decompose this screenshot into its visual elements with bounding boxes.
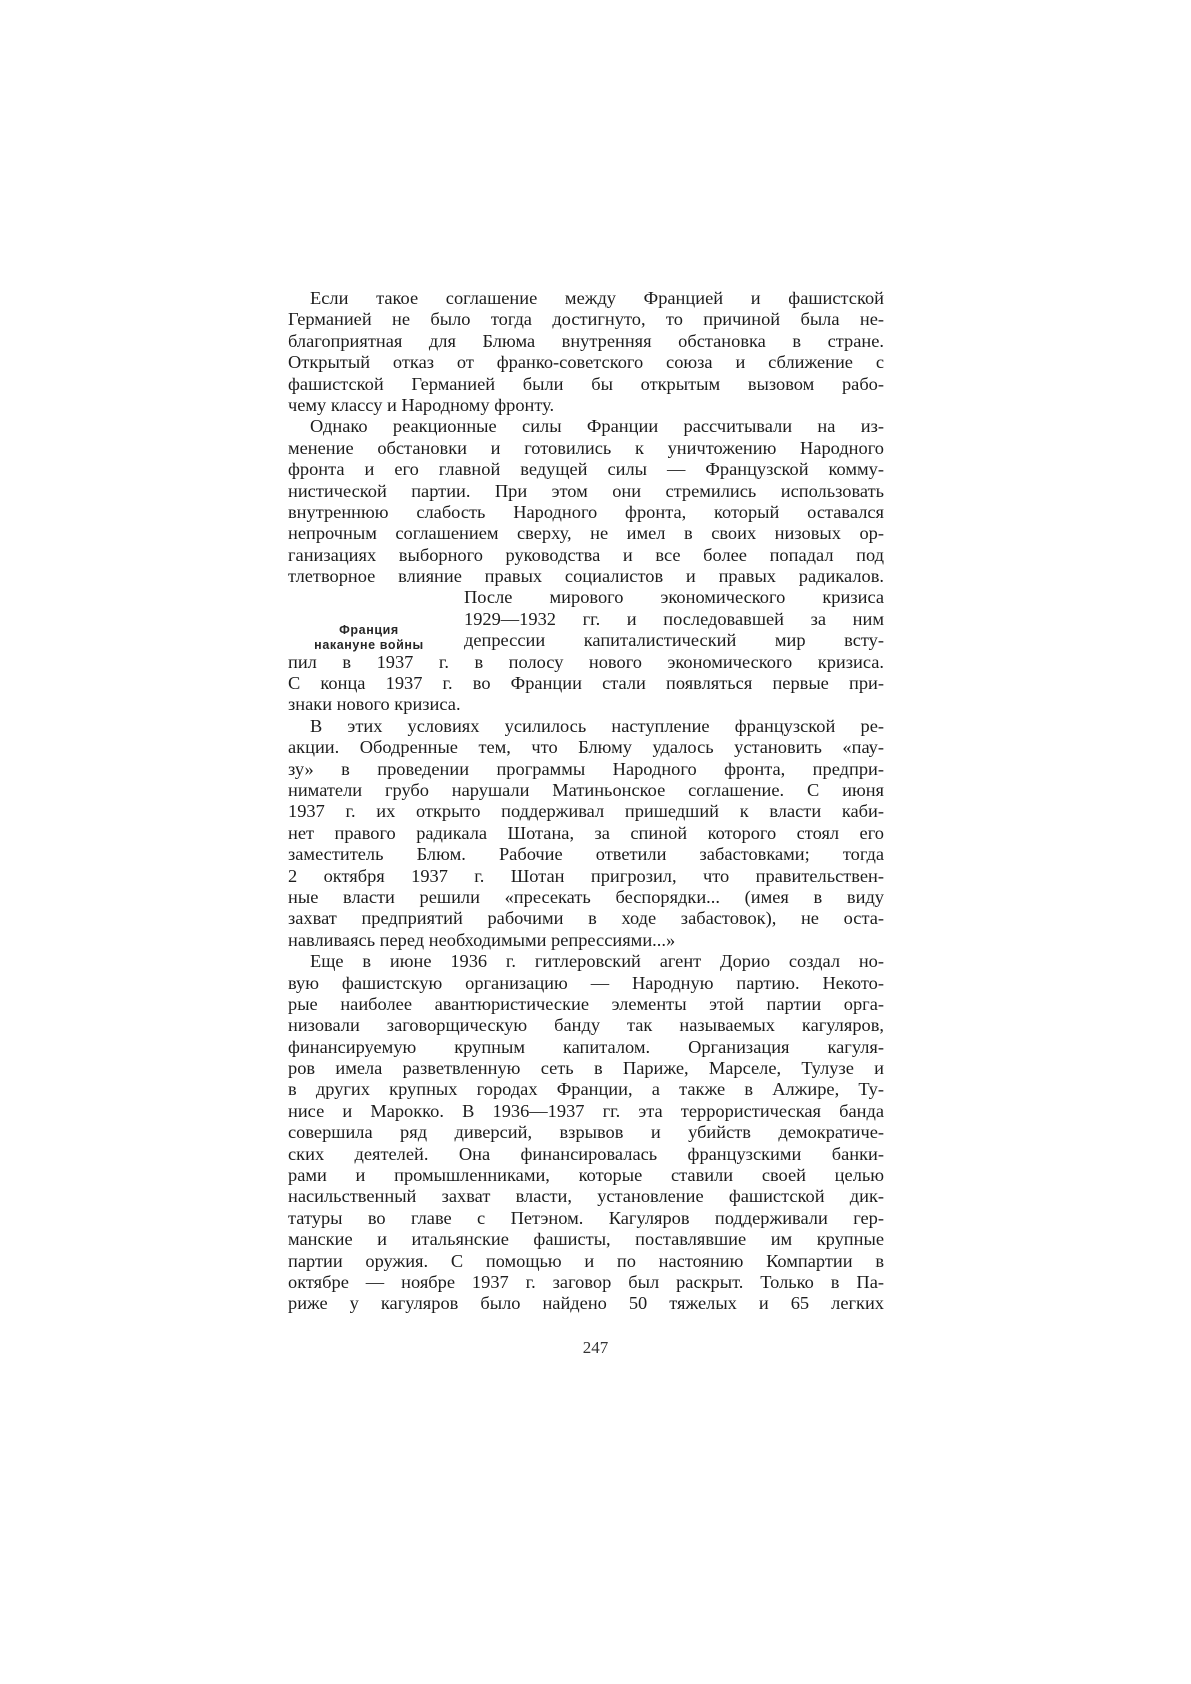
text-line: Еще в июне 1936 г. гитлеровский агент Дорио создал но-: [310, 951, 884, 972]
text-line: менение обстановки и готовились к уничтожению Народного: [288, 437, 884, 458]
text-line: ских деятелей. Она финансировалась французскими банки-: [288, 1143, 884, 1164]
text-line: в других крупных городах Франции, а также в Алжире, Ту-: [288, 1079, 884, 1100]
text-line: чему классу и Народному фронту.: [288, 394, 555, 415]
text-line: ров имела разветвленную сеть в Париже, Марселе, Тулузе и: [288, 1058, 884, 1079]
text-line: Если такое соглашение между Францией и фашистской: [310, 288, 884, 308]
text-line: партии оружия. С помощью и по настоянию Компартии в: [288, 1250, 884, 1271]
text-line: депрессии капиталистический мир всту-: [464, 630, 884, 651]
text-line: рами и промышленниками, которые ставили своей целью: [288, 1165, 884, 1186]
text-line: захват предприятий рабочими в ходе забастовок), не оста-: [288, 908, 884, 929]
paragraph-2: [288, 416, 884, 587]
text-line: Германией не было тогда достигнуто, то причиной была не-: [288, 309, 884, 330]
text-line: акции. Ободренные тем, что Блюму удалось установить «пау-: [288, 737, 884, 758]
text-line: благоприятная для Блюма внутренняя обстановка в стране.: [288, 330, 884, 351]
text-line: 2 октября 1937 г. Шотан пригрозил, что правительствен-: [288, 865, 884, 886]
margin-heading-line-1: Франция: [339, 623, 399, 637]
text-line: Открытый отказ от франко-советского союза и сближение с: [288, 352, 884, 373]
text-line: С конца 1937 г. во Франции стали появляться первые при-: [288, 673, 884, 694]
text-line: 1929—1932 гг. и последовавшей за ним: [464, 608, 884, 629]
text-line: ниматели грубо нарушали Матиньонское соглашение. С июня: [288, 779, 884, 800]
paragraph-5: [288, 951, 884, 1315]
text-line: насильственный захват власти, установление фашистской дик-: [288, 1186, 884, 1207]
text-line: октябре — ноябре 1937 г. заговор был раскрыт. Только в Па-: [288, 1271, 884, 1292]
text-line: фашистской Германией были бы открытым вызовом рабо-: [288, 373, 884, 394]
text-line: нистической партии. При этом они стремились использовать: [288, 480, 884, 501]
text-line: финансируемую крупным капиталом. Организация кагуля-: [288, 1036, 884, 1057]
text-line: рые наиболее авантюристические элементы этой партии орга-: [288, 993, 884, 1014]
page-number: 247: [582, 1338, 609, 1357]
paragraph-1: [288, 288, 884, 416]
text-line: совершила ряд диверсий, взрывов и убийств демократиче-: [288, 1122, 884, 1143]
margin-section-heading: [298, 623, 440, 653]
text-line: В этих условиях усилилось наступление французской ре-: [310, 715, 884, 736]
margin-heading-line-2: накануне войны: [314, 638, 424, 652]
text-line: манские и итальянские фашисты, поставлявшие им крупные: [288, 1229, 884, 1250]
text-line: низовали заговорщическую банду так называемых кагуляров,: [288, 1015, 884, 1036]
text-line: ганизациях выборного руководства и все более попадал под: [288, 544, 884, 565]
text-line: знаки нового кризиса.: [288, 694, 461, 715]
text-line: татуры во главе с Петэном. Кагуляров поддерживали гер-: [288, 1207, 884, 1228]
text-line: 1937 г. их открыто поддерживал пришедший к власти каби-: [288, 801, 884, 822]
text-line: заместитель Блюм. Рабочие ответили забастовками; тогда: [288, 844, 884, 865]
text-line: фронта и его главной ведущей силы — Французской комму-: [288, 459, 884, 480]
text-line: внутреннюю слабость Народного фронта, который оставался: [288, 501, 884, 522]
page-body-text: [288, 288, 884, 1315]
text-line: навливаясь перед необходимыми репрессиями...»: [288, 929, 676, 950]
text-line: ные власти решили «пресекать беспорядки... (имея в виду: [288, 886, 884, 907]
text-line: нет правого радикала Шотана, за спиной которого стоял его: [288, 822, 884, 843]
text-line: нисе и Марокко. В 1936—1937 гг. эта террористическая банда: [288, 1100, 884, 1121]
text-line: вую фашистскую организацию — Народную партию. Некото-: [288, 972, 884, 993]
paragraph-4: [288, 716, 884, 951]
text-line: тлетворное влияние правых социалистов и правых радикалов.: [288, 566, 884, 587]
text-line: непрочным соглашением сверху, не имел в своих низовых ор-: [288, 523, 884, 544]
text-line: риже у кагуляров было найдено 50 тяжелых и 65 легких: [288, 1293, 884, 1314]
text-line: пил в 1937 г. в полосу нового экономического кризиса.: [288, 651, 884, 672]
text-line: зу» в проведении программы Народного фронта, предпри-: [288, 758, 884, 779]
text-line: После мирового экономического кризиса: [464, 587, 884, 608]
text-line: Однако реакционные силы Франции рассчитывали на из-: [310, 416, 884, 437]
